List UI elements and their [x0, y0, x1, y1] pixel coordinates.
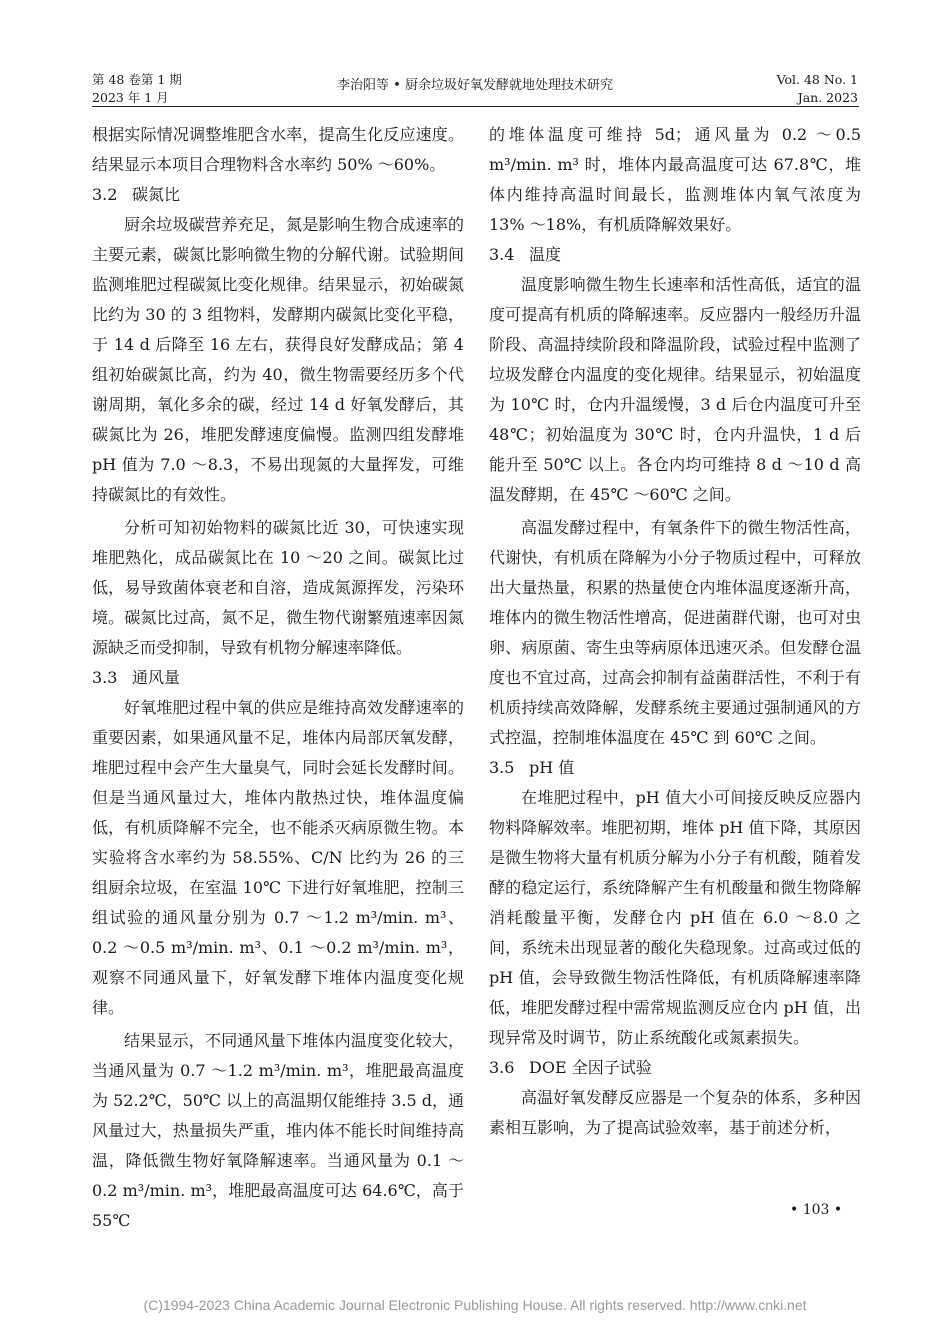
body-paragraph: 温度影响微生物生长速率和活性高低，适宜的温度可提高有机质的降解速率。反应器内一般经历升温阶段、高温持续阶段和降温阶段，试验过程中监测了垃圾发酵仓内温度的变化规律。结果显示，初始温度为 10℃ 时，仓内升温缓慢，3 d 后仓内温度可升至 48℃；初始温度为 30℃ 时，仓内升温快，1 d 后能升至 50℃ 以上。各仓内均可维持 8 d ～10 d 高温发酵期，在 45℃ ～60℃ 之间。: [489, 275, 861, 504]
body-paragraph: 分析可知初始物料的碳氮比近 30，可快速实现堆肥熟化，成品碳氮比在 10 ～20 之间。碳氮比过低，易导致菌体衰老和自溶，造成氮源挥发，污染环境。碳氮比过高，氮不足，微生物代谢繁殖速率因氮源缺乏而受抑制，导致有机物分解速率降低。: [92, 518, 464, 657]
section-title: 通风量: [132, 668, 181, 687]
body-paragraph: 厨余垃圾碳营养充足，氮是影响生物合成速率的主要元素，碳氮比影响微生物的分解代谢。试验期间监测堆肥过程碳氮比变化规律。结果显示，初始碳氮比约为 30 的 3 组物料，发酵期内碳氮比变化平稳，于 14 d 后降至 16 左右，获得良好发酵成品；第 4 组初始碳氮比高，约为 40，微生物需要经历多个代谢周期，氧化多余的碳，经过 14 d 好氧发酵后，其碳氮比为 26，堆肥发酵速度偏慢。监测四组发酵堆 pH 值为 7.0 ～8.3，不易出现氮的大量挥发，可维持碳氮比的有效性。: [92, 215, 464, 504]
section-number: 3.6: [489, 1058, 515, 1077]
copyright-footer: (C)1994-2023 China Academic Journal Electronic Publishing House. All rights reserved. http://www.cnki.net: [143, 1297, 807, 1313]
section-heading: [489, 1053, 861, 1083]
section-title: 温度: [529, 245, 562, 264]
section-heading: [489, 753, 861, 783]
section-heading: [92, 663, 464, 693]
journal-date-cn: 2023 年 1 月: [92, 90, 169, 105]
body-paragraph: 在堆肥过程中，pH 值大小可间接反映反应器内物料降解效率。堆肥初期，堆体 pH 值下降，其原因是微生物将大量有机质分解为小分子有机酸，随着发酵的稳定运行，系统降解产生有机酸量和微生物降解消耗酸量平衡，发酵仓内 pH 值在 6.0 ～8.0 之间，系统未出现显著的酸化失稳现象。过高或过低的 pH 值，会导致微生物活性降低，有机质降解速率降低，堆肥发酵过程中需常规监测反应仓内 pH 值，出现异常及时调节，防止系统酸化或氮素损失。: [489, 788, 861, 1047]
body-paragraph: 好氧堆肥过程中氧的供应是维持高效发酵速率的重要因素，如果通风量不足，堆体内局部厌氧发酵，堆肥过程中会产生大量臭气，同时会延长发酵时间。但是当通风量过大，堆体内散热过快，堆体温度偏低，有机质降解不完全，也不能杀灭病原微生物。本实验将含水率约为 58.55%、C/N 比约为 26 的三组厨余垃圾，在室温 10℃ 下进行好氧堆肥，控制三组试验的通风量分别为 0.7 ～1.2 m³/min. m³、0.2 ～0.5 m³/min. m³、0.1 ～0.2 m³/min. m³，观察不同通风量下，好氧发酵下堆体内温度变化规律。: [92, 698, 464, 1017]
body-paragraph: 高温发酵过程中，有氧条件下的微生物活性高，代谢快，有机质在降解为小分子物质过程中，可释放出大量热量，积累的热量使仓内堆体温度逐渐升高，堆体内的微生物活性增高，促进菌群代谢，也可对虫卵、病原菌、寄生虫等病原体迅速灭杀。但发酵仓温度也不宜过高，过高会抑制有益菌群活性，不利于有机质持续高效降解，发酵系统主要通过强制通风的方式控温，控制堆体温度在 45℃ 到 60℃ 之间。: [489, 518, 861, 747]
section-title: 碳氮比: [132, 185, 181, 204]
body-paragraph: 结果显示，不同通风量下堆体内温度变化较大，当通风量为 0.7 ～1.2 m³/min. m³，堆肥最高温度为 52.2℃，50℃ 以上的高温期仅能维持 3.5 d，通风量过大，热量损失严重，堆内体不能长时间维持高温，降低微生物好氧降解速率。当通风量为 0.1 ～0.2 m³/min. m³，堆肥最高温度可达 64.6℃，高于 55℃: [92, 1031, 464, 1230]
section-number: 3.4: [489, 245, 515, 264]
body-paragraph: 的堆体温度可维持 5d；通风量为 0.2 ～0.5 m³/min. m³ 时，堆体内最高温度可达 67.8℃，堆体内维持高温时间最长，监测堆体内氧气浓度为 13% ～18%，有机质降解效果好。: [489, 125, 861, 234]
page-number: • 103 •: [790, 1202, 843, 1218]
page-header: [0, 0, 950, 112]
section-title: pH 值: [529, 758, 575, 777]
body-paragraph: 高温好氧发酵反应器是一个复杂的体系，多种因素相互影响，为了提高试验效率，基于前述分析，: [489, 1088, 861, 1137]
section-title: DOE 全因子试验: [529, 1058, 652, 1077]
left-column: [92, 120, 464, 1236]
journal-volume-en: Vol. 48 No. 1: [776, 72, 858, 87]
section-heading: [489, 240, 861, 270]
running-title: 李治阳等 • 厨余垃圾好氧发酵就地处理技术研究: [337, 78, 613, 93]
section-number: 3.5: [489, 758, 515, 777]
right-column: [489, 120, 861, 1143]
journal-date-en: Jan. 2023: [797, 90, 858, 105]
section-heading: [92, 180, 464, 210]
section-number: 3.3: [92, 668, 118, 687]
body-paragraph: 根据实际情况调整堆肥含水率，提高生化反应速度。结果显示本项目合理物料含水率约 50% ～60%。: [92, 125, 464, 174]
journal-volume-cn: 第 48 卷第 1 期: [92, 72, 182, 87]
section-number: 3.2: [92, 185, 118, 204]
header-rule: [92, 106, 859, 107]
